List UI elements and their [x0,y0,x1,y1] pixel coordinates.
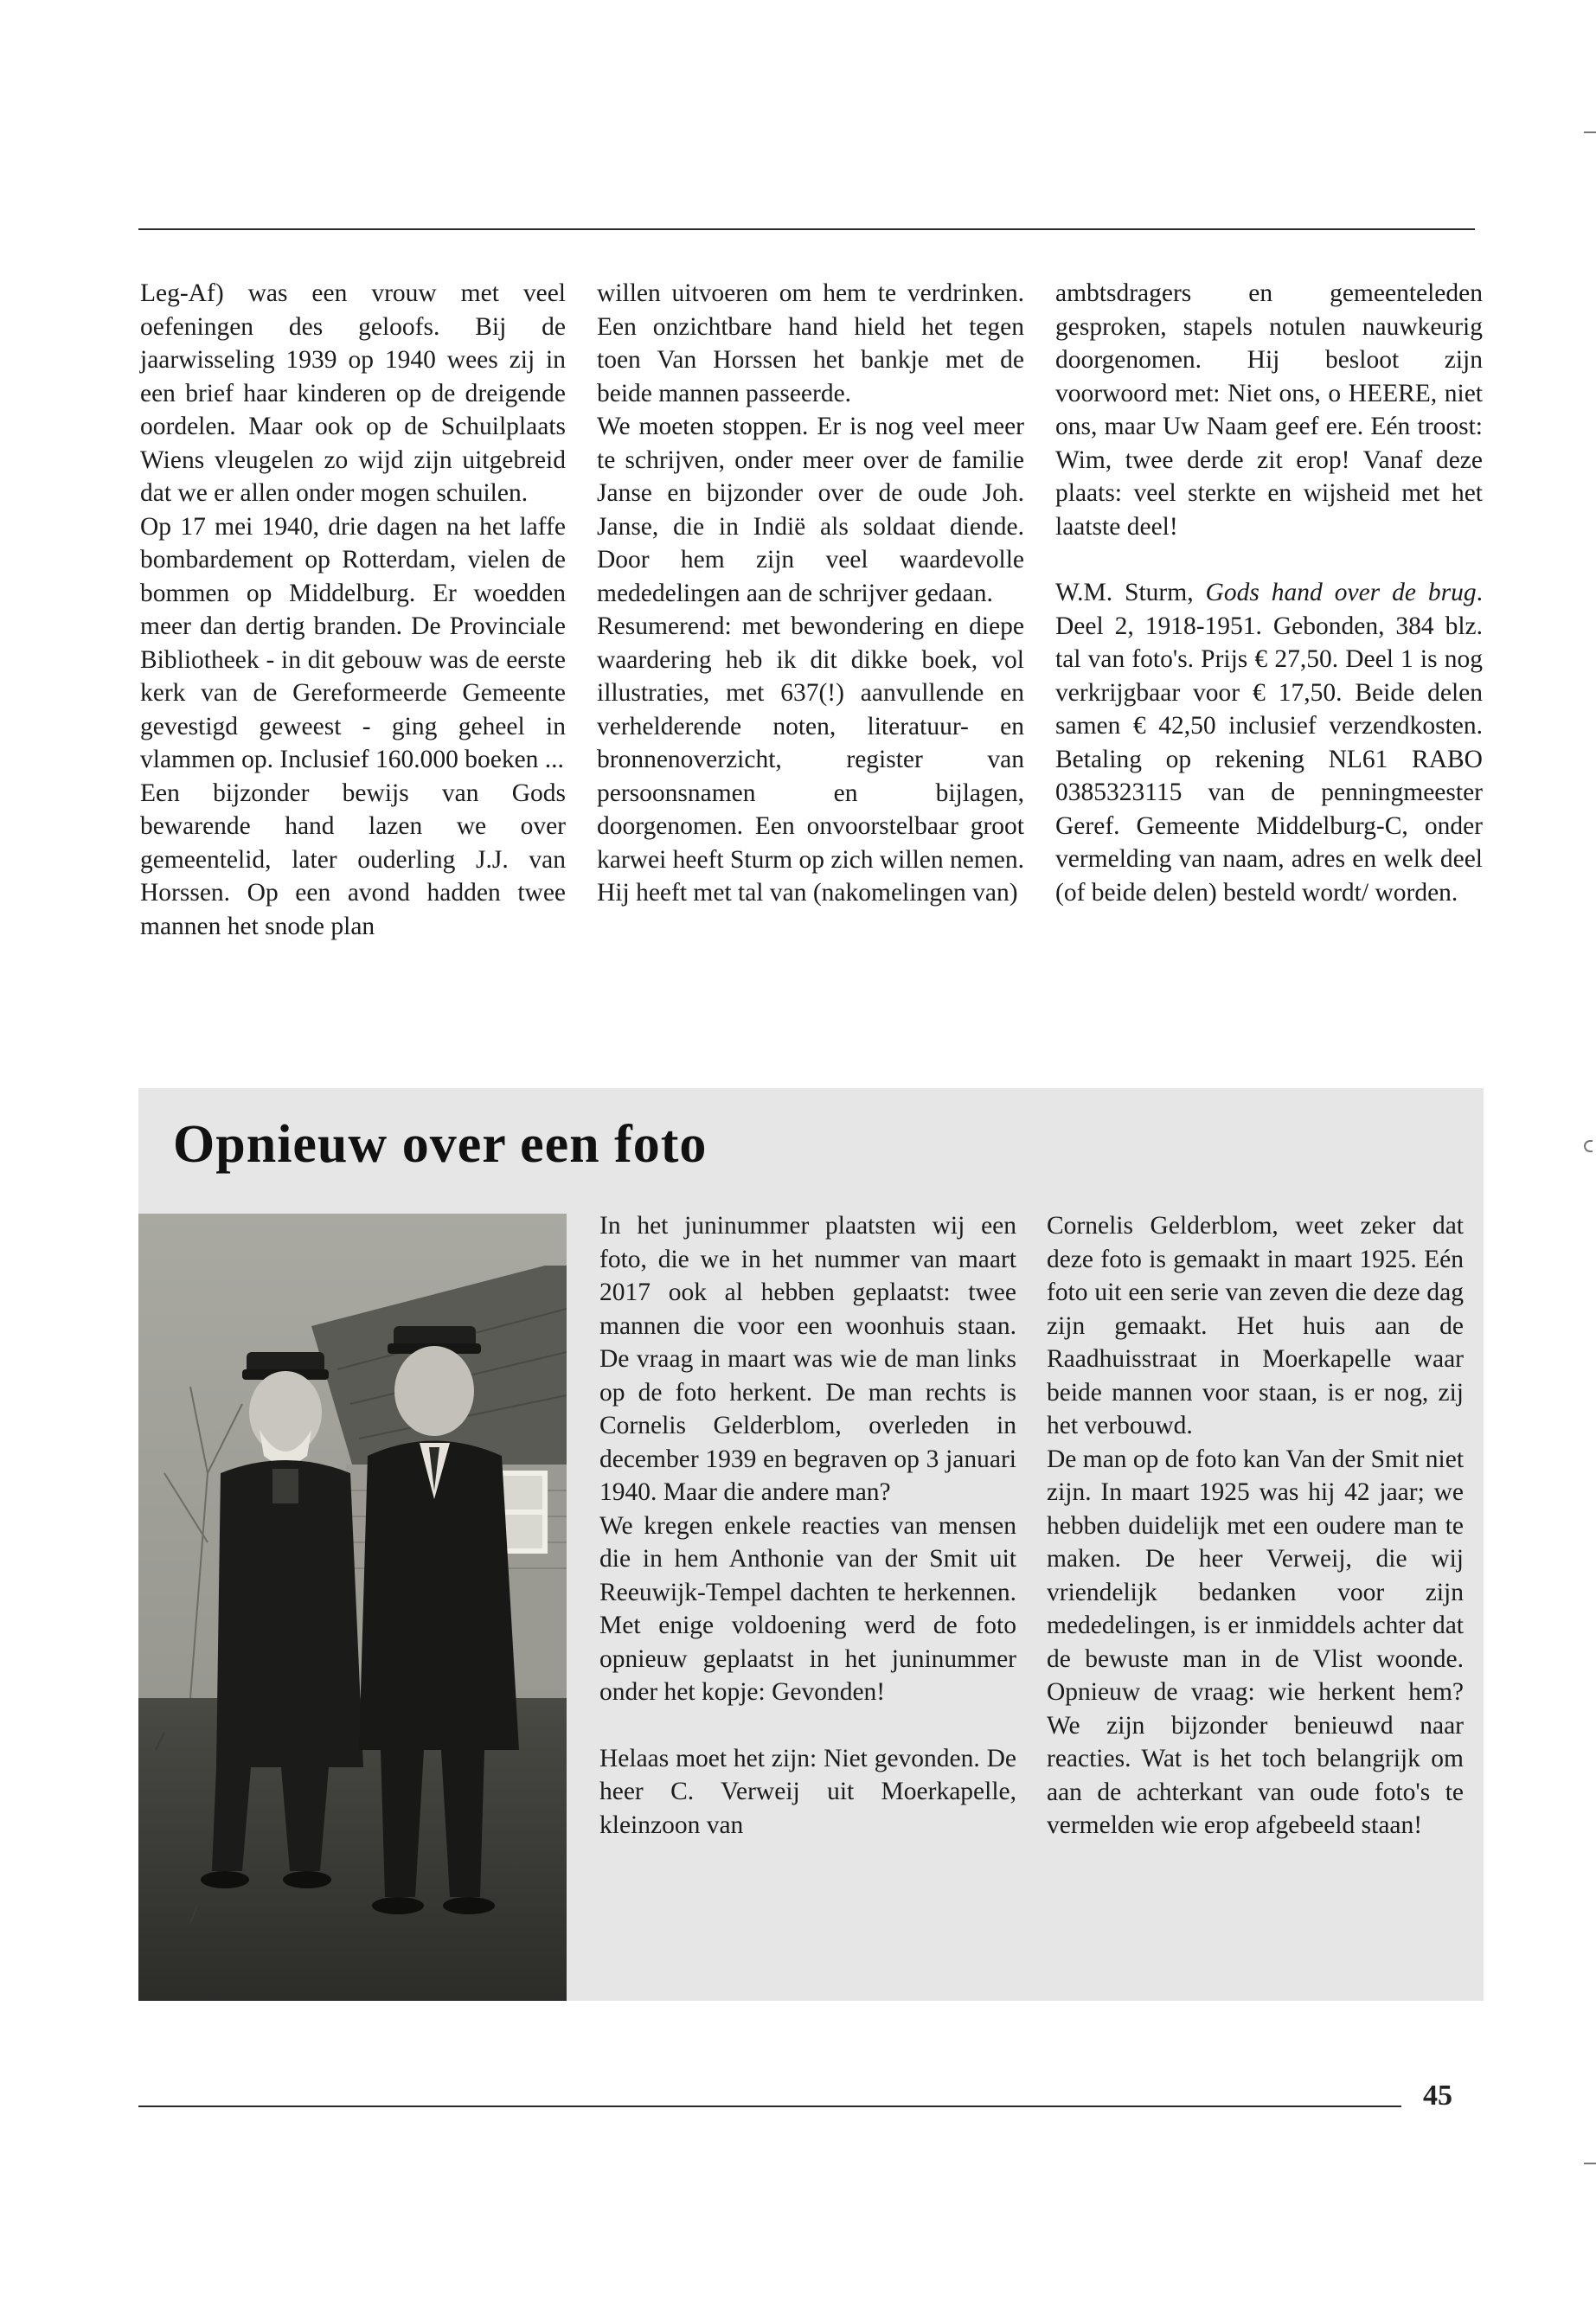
book-info [1055,576,1483,909]
book-author: W.M. Sturm, [1055,579,1194,606]
paragraph: De man op de foto kan Van der Smit niet zijn. In maart 1925 was hij 42 jaar; we hebben duidelijk met een oudere man te maken. De heer Verweij, die wij vriendelijk bedanken voor zijn mededelingen, is er inmiddels achter dat de bewuste man in de Vlist woonde. Opnieuw de vraag: wie herkent hem? We zijn bijzonder benieuwd naar reacties. Wat is het toch belangrijk om aan de achterkant van oude foto's te vermelden wie erop afgebeeld staan! [1047,1445,1465,1839]
historic-photo [138,1214,567,2001]
header-rule [138,228,1475,230]
article-column-1 [140,277,566,943]
paragraph: In het juninummer plaatsten wij een foto, die we in het nummer van maart 2017 ook al hebben geplaatst: twee mannen die voor een woonhuis staan. De vraag in maart was wie de man links op de foto herkent. De man rechts is Cornelis Gelderblom, overleden in december 1939 en begraven op 3 januari 1940. Maar die andere man? [599,1212,1016,1506]
feature-column-1 [599,1209,1016,1842]
book-title: Gods hand over de brug [1205,579,1477,606]
crop-mark-top [1584,131,1596,133]
page-number: 45 [1423,2080,1452,2112]
feature-title: Opnieuw over een foto [173,1115,708,1174]
footer-rule [138,2106,1401,2107]
article-column-3 [1055,277,1483,909]
paragraph: Een bijzonder bewijs van Gods bewarende hand lazen we over gemeentelid, later ouderling J.J. van Horssen. Op een avond hadden twee mannen het snode plan [140,779,566,940]
crop-mark-bottom [1584,2163,1596,2164]
feature-box [138,1088,1484,2001]
feature-column-2 [1047,1209,1464,1843]
paragraph: Op 17 mei 1940, drie dagen na het laffe bombardement op Rotterdam, vielen de bommen op Middelburg. Er woedden meer dan dertig branden. De Provinciale Bibliotheek - in dit gebouw was de eerste kerk van de Gereformeerde Gemeente gevestigd geweest - ging geheel in vlammen op. Inclusief 160.000 boeken ... [140,512,566,773]
article-column-2 [597,277,1024,910]
paragraph: We moeten stoppen. Er is nog veel meer te schrijven, onder meer over de familie Janse en bijzonder over de oude Joh. Janse, die in Indië als soldaat diende. Door hem zijn veel waardevolle mededelingen aan de schrijver gedaan. [597,413,1024,607]
paragraph: Cornelis Gelderblom, weet zeker dat deze foto is gemaakt in maart 1925. Eén foto uit een serie van zeven die deze dag zijn gemaakt. Het huis aan de Raadhuisstraat in Moerkapelle waar beide mannen voor staan, is er nog, zij het verbouwd. [1047,1212,1464,1439]
paragraph: Leg-Af) was een vrouw met veel oefeningen des geloofs. Bij de jaarwisseling 1939 op 1940 wees zij in een brief haar kinderen op de dreigende oordelen. Maar ook op de Schuilplaats Wiens vleugelen zo wijd zijn uitgebreid dat we er allen onder mogen schuilen. [140,279,566,507]
paragraph: Helaas moet het zijn: Niet gevonden. De heer C. Verweij uit Moerkapelle, kleinzoon van [599,1744,1016,1839]
paragraph: We kregen enkele reacties van mensen die in hem Anthonie van der Smit uit Reeuwijk-Tempel dachten te herkennen. Met enige voldoening werd de foto opnieuw geplaatst in het juninummer onder het kopje: Gevonden! [599,1511,1016,1706]
paragraph: ambtsdragers en gemeenteleden gesproken, stapels notulen nauwkeurig doorgenomen. Hij besloot zijn voorwoord met: Niet ons, o HEERE, niet ons, maar Uw Naam geef ere. Eén troost: Wim, twee derde zit erop! Vanaf deze plaats: veel sterkte en wijsheid met het laatste deel! [1055,279,1483,541]
paragraph: willen uitvoeren om hem te verdrinken. Een onzichtbare hand hield het tegen toen Van Horssen het bankje met de beide mannen passeerde. [597,279,1024,407]
registration-mark [1584,1140,1593,1152]
photo-two-men-in-front-of-house [138,1214,567,2001]
book-details: . Deel 2, 1918-1951. Gebonden, 384 blz. tal van foto's. Prijs € 27,50. Deel 1 is nog verkrijgbaar voor € 17,50. Beide delen samen € 42,50 inclusief verzendkosten. Betaling op rekening NL61 RABO 0385323115 van de penningmeester Geref. Gemeente Middelburg-C, onder vermelding van naam, adres en welk deel (of beide delen) besteld wordt/ worden. [1055,579,1483,907]
paragraph: Resumerend: met bewondering en diepe waardering heb ik dit dikke boek, vol illustraties, met 637(!) aanvullende en verhelderende noten, literatuur- en bronnenoverzicht, register van persoonsnamen en bijlagen, doorgenomen. Een onvoorstelbaar groot karwei heeft Sturm op zich willen nemen. Hij heeft met tal van (nakomelingen van) [597,612,1024,907]
